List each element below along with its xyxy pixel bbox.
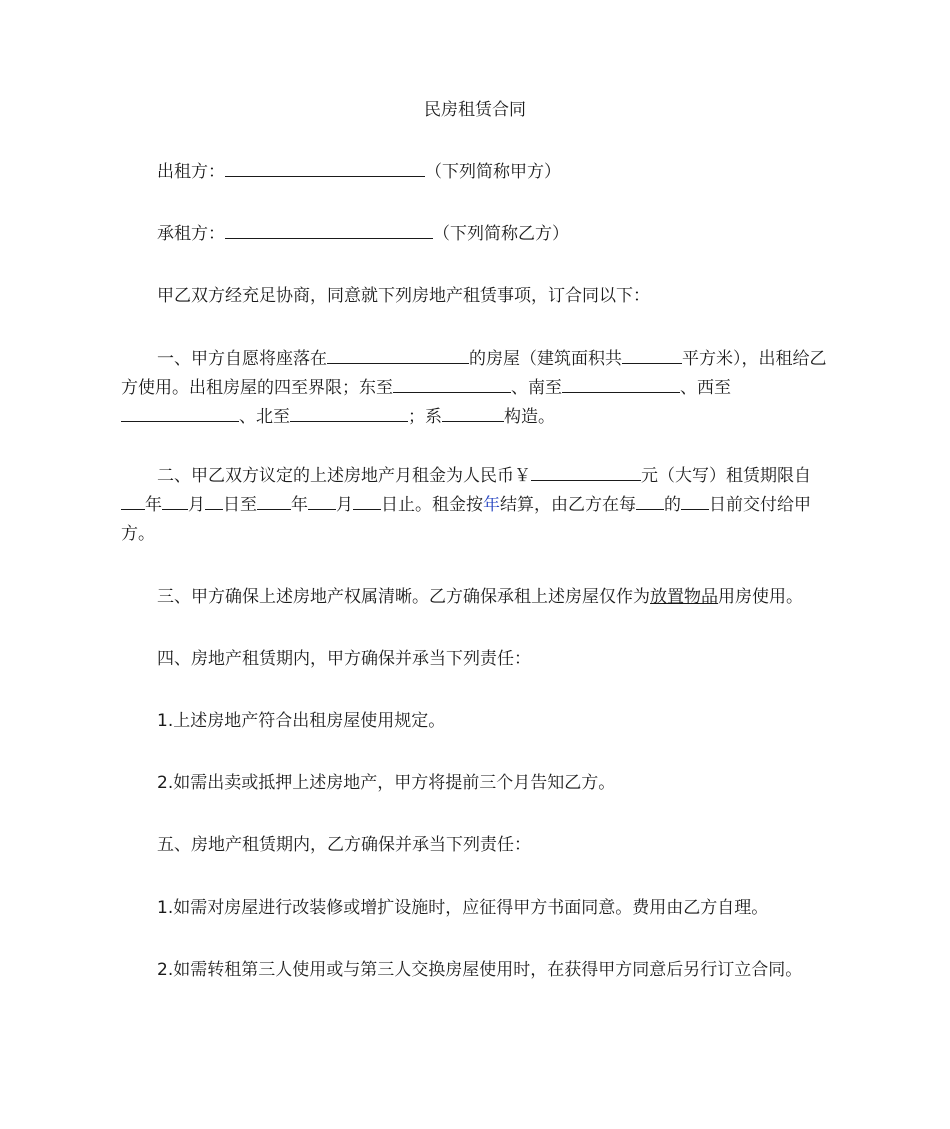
lessee-note: （下列简称乙方）	[433, 224, 569, 244]
clause-1-text: 构造。	[504, 407, 555, 427]
clause-3-paragraph	[121, 583, 851, 612]
clause-1-text: 、北至	[239, 407, 290, 427]
clause-2-text: 日前交付给甲方。	[121, 495, 811, 544]
lessor-label: 出租方：	[157, 162, 225, 182]
clause-1-text: 、西至	[680, 378, 731, 398]
clause-1-paragraph	[121, 345, 833, 432]
clause-2-text: 二、甲乙双方议定的上述房地产月租金为人民币￥	[157, 466, 531, 486]
lessee-label: 承租方：	[157, 224, 225, 244]
north-blank[interactable]	[290, 404, 408, 422]
clause-5-paragraph: 五、房地产租赁期内，乙方确保并承当下列责任：	[157, 835, 531, 855]
start-year-blank[interactable]	[121, 492, 145, 510]
west-blank[interactable]	[121, 404, 239, 422]
area-blank[interactable]	[622, 346, 682, 364]
clause-4-2-paragraph: 2.如需出卖或抵押上述房地产，甲方将提前三个月告知乙方。	[157, 773, 616, 793]
lessor-note: （下列简称甲方）	[425, 162, 561, 182]
clause-2-text: 元（大写）租赁期限自	[641, 466, 811, 486]
clause-1-text: 的房屋（建筑面积共	[469, 349, 622, 369]
structure-blank[interactable]	[442, 404, 504, 422]
clause-4-paragraph: 四、房地产租赁期内，甲方确保并承当下列责任：	[157, 649, 531, 669]
end-year-blank[interactable]	[257, 492, 291, 510]
clause-2-paragraph	[121, 462, 833, 549]
end-month-blank[interactable]	[308, 492, 336, 510]
clause-3-text: 用房使用。	[718, 587, 803, 607]
clause-2-text: 的	[664, 495, 681, 515]
clause-2-text: 年	[145, 495, 162, 515]
lessee-line	[121, 220, 833, 249]
start-month-blank[interactable]	[162, 492, 188, 510]
clause-3-text: 三、甲方确保上述房地产权属清晰。乙方确保承租上述房屋仅作为	[157, 587, 650, 607]
clause-2-text: 月	[336, 495, 353, 515]
end-day-blank[interactable]	[353, 492, 381, 510]
clause-5-2-paragraph: 2.如需转租第三人使用或与第三人交换房屋使用时，在获得甲方同意后另行订立合同。	[157, 960, 803, 980]
clause-1-text: 、南至	[511, 378, 562, 398]
lessor-blank[interactable]	[225, 159, 425, 177]
usage-purpose-text: 放置物品	[650, 587, 718, 607]
south-blank[interactable]	[562, 375, 680, 393]
clause-2-text: 月	[188, 495, 205, 515]
location-blank[interactable]	[327, 346, 469, 364]
payment-day-blank[interactable]	[681, 492, 709, 510]
clause-2-text: 年	[291, 495, 308, 515]
intro-paragraph: 甲乙双方经充足协商，同意就下列房地产租赁事项，订合同以下：	[157, 286, 650, 306]
lessor-line	[121, 158, 833, 187]
east-blank[interactable]	[393, 375, 511, 393]
clause-2-text: 日止。租金按	[381, 495, 483, 515]
start-day-blank[interactable]	[205, 492, 223, 510]
clause-2-text: 结算，由乙方在每	[500, 495, 636, 515]
lessee-blank[interactable]	[225, 221, 433, 239]
clause-1-text: 一、甲方自愿将座落在	[157, 349, 327, 369]
clause-1-text: ；系	[408, 407, 442, 427]
clause-5-1-paragraph: 1.如需对房屋进行改装修或增扩设施时，应征得甲方书面同意。费用由乙方自理。	[157, 898, 769, 918]
payment-period-text: 年	[483, 495, 500, 515]
clause-4-1-paragraph: 1.上述房地产符合出租房屋使用规定。	[157, 711, 446, 731]
rent-blank[interactable]	[531, 463, 641, 481]
payment-unit-blank[interactable]	[636, 492, 664, 510]
document-title: 民房租赁合同	[424, 100, 526, 120]
clause-2-text: 日至	[223, 495, 257, 515]
clause-1-text: 平方米），出租给乙方使用。出租房屋的四至界限；东至	[121, 349, 827, 398]
